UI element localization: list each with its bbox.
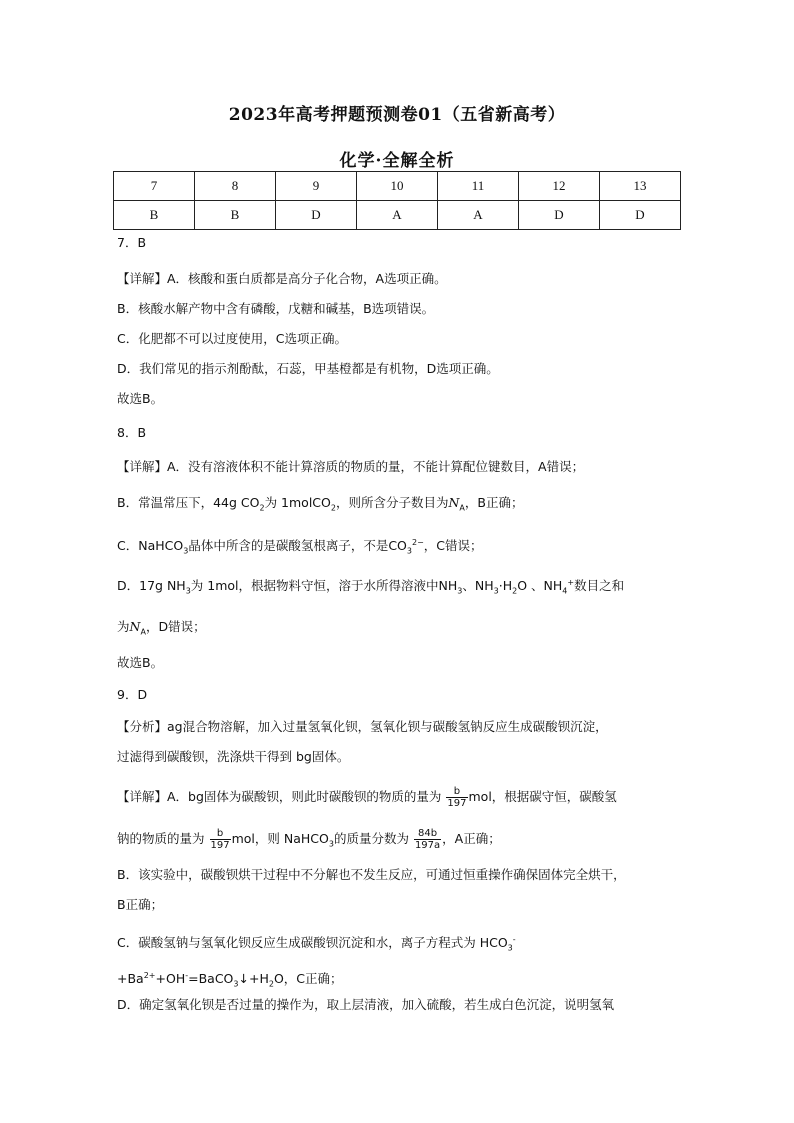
question-number-cell: 8	[195, 172, 276, 201]
superscript: +	[567, 578, 575, 587]
q9-line: 【分析】ag混合物溶解，加入过量氢氧化钡，氢氧化钡与碳酸氢钠反应生成碳酸钡沉淀，	[117, 719, 608, 734]
text: +Ba	[117, 971, 144, 987]
question-number-cell: 7	[114, 172, 195, 201]
q8-line	[117, 574, 624, 601]
text: ·H	[498, 578, 513, 594]
denominator: 197	[210, 840, 230, 851]
q8-line	[117, 618, 206, 642]
answer-table-question-row	[114, 172, 681, 201]
q8-line: 故选B。	[117, 655, 164, 670]
fraction	[446, 786, 467, 809]
answer-cell: A	[357, 201, 438, 230]
avogadro-symbol: N	[448, 495, 460, 510]
q9-line	[117, 828, 501, 854]
answer-cell: B	[114, 201, 195, 230]
subscript: A	[459, 503, 465, 513]
text: ，D错误；	[145, 619, 206, 634]
q8-heading: 8．B	[117, 425, 147, 440]
question-number-cell: 9	[276, 172, 357, 201]
subscript: 3	[328, 839, 334, 849]
text: C．碳酸氢钠与氢氧化钡反应生成碳酸钡沉淀和水，离子方程式为 HCO	[117, 935, 508, 951]
text: mol，根据碳守恒，碳酸氢	[468, 789, 617, 804]
subscript: 3	[406, 546, 412, 556]
numerator: 84b	[414, 828, 441, 840]
q7-heading: 7．B	[117, 235, 147, 250]
q7-line: 【详解】A．核酸和蛋白质都是高分子化合物，A选项正确。	[117, 271, 447, 286]
answer-cell: D	[600, 201, 681, 230]
text: ，C错误；	[423, 538, 483, 554]
text: 数目之和	[574, 578, 625, 594]
q7-line: D．我们常见的指示剂酚酞，石蕊，甲基橙都是有机物，D选项正确。	[117, 361, 499, 376]
numerator: b	[446, 786, 467, 798]
denominator: 197	[447, 798, 467, 809]
subscript: 3	[457, 586, 463, 596]
denominator: 197a	[414, 840, 441, 851]
text: +OH	[155, 971, 186, 987]
question-number-cell: 12	[519, 172, 600, 201]
q9-line	[117, 786, 617, 809]
subscript: 2	[330, 503, 336, 513]
subscript: 3	[507, 943, 513, 953]
subscript: 2	[259, 503, 265, 513]
q8-line	[117, 534, 483, 561]
superscript: -	[185, 971, 189, 980]
text: ，B正确；	[464, 495, 524, 510]
page-subtitle: 化学·全解全析	[339, 151, 455, 171]
q7-line: B．核酸水解产物中含有磷酸，戊糖和碱基，B选项错误。	[117, 301, 435, 316]
answer-cell: D	[276, 201, 357, 230]
q8-line	[117, 494, 523, 518]
q9-line: 过滤得到碳酸钡，洗涤烘干得到 bg固体。	[117, 749, 350, 764]
q7-line: C．化肥都不可以过度使用，C选项正确。	[117, 331, 347, 346]
q9-line: B．该实验中，碳酸钡烘干过程中不分解也不发生反应，可通过恒重操作确保固体完全烘干，	[117, 867, 626, 882]
superscript: 2−	[411, 538, 424, 547]
text: =BaCO	[188, 971, 234, 987]
text: C．NaHCO	[117, 538, 184, 554]
q9-heading: 9．D	[117, 687, 148, 702]
fraction	[414, 828, 441, 851]
text: 【详解】A．bg固体为碳酸钡，则此时碳酸钡的物质的量为	[117, 789, 442, 804]
text: ↓+H	[238, 971, 269, 987]
subscript: 3	[493, 586, 499, 596]
question-number-cell: 11	[438, 172, 519, 201]
text: 为 1molCO	[264, 495, 331, 510]
subscript: A	[140, 627, 146, 637]
text: B．常温常压下，44g CO	[117, 495, 260, 510]
text: mol，则 NaHCO	[231, 831, 329, 846]
question-number-cell: 13	[600, 172, 681, 201]
subscript: 3	[185, 586, 191, 596]
subscript: 2	[268, 979, 274, 989]
answer-cell: B	[195, 201, 276, 230]
question-number-cell: 10	[357, 172, 438, 201]
text: 为	[117, 619, 130, 634]
superscript: 2+	[143, 971, 156, 980]
subscript: 4	[562, 586, 568, 596]
page-title: 2023年高考押题预测卷01（五省新高考）	[228, 105, 566, 125]
superscript: -	[512, 935, 516, 944]
avogadro-symbol: N	[129, 619, 141, 634]
q9-line	[117, 931, 516, 958]
text: 、NH	[462, 578, 494, 594]
text: 为 1mol，根据物料守恒，溶于水所得溶液中NH	[190, 578, 458, 594]
answer-table	[113, 171, 681, 230]
subscript: 3	[183, 546, 189, 556]
text: O，C正确；	[273, 971, 343, 987]
answer-table-answer-row	[114, 201, 681, 230]
q7-line: 故选B。	[117, 391, 164, 406]
q8-line: 【详解】A．没有溶液体积不能计算溶质的物质的量，不能计算配位键数目，A错误；	[117, 459, 585, 474]
text: ，A正确；	[442, 831, 501, 846]
q9-line: B正确；	[117, 897, 164, 912]
text: ，则所含分子数目为	[335, 495, 449, 510]
text: 的质量分数为	[333, 831, 409, 846]
fraction	[210, 828, 231, 851]
answer-cell: D	[519, 201, 600, 230]
subscript: 2	[512, 586, 518, 596]
q9-line	[117, 967, 343, 994]
q9-line: D．确定氢氧化钡是否过量的操作为，取上层清液，加入硫酸，若生成白色沉淀，说明氢氧	[117, 997, 615, 1012]
text: 晶体中所含的是碳酸氢根离子，不是CO	[188, 538, 407, 554]
text: 钠的物质的量为	[117, 831, 205, 846]
text: D．17g NH	[117, 578, 186, 594]
answer-cell: A	[438, 201, 519, 230]
subscript: 3	[233, 979, 239, 989]
text: O 、NH	[517, 578, 563, 594]
numerator: b	[210, 828, 231, 840]
